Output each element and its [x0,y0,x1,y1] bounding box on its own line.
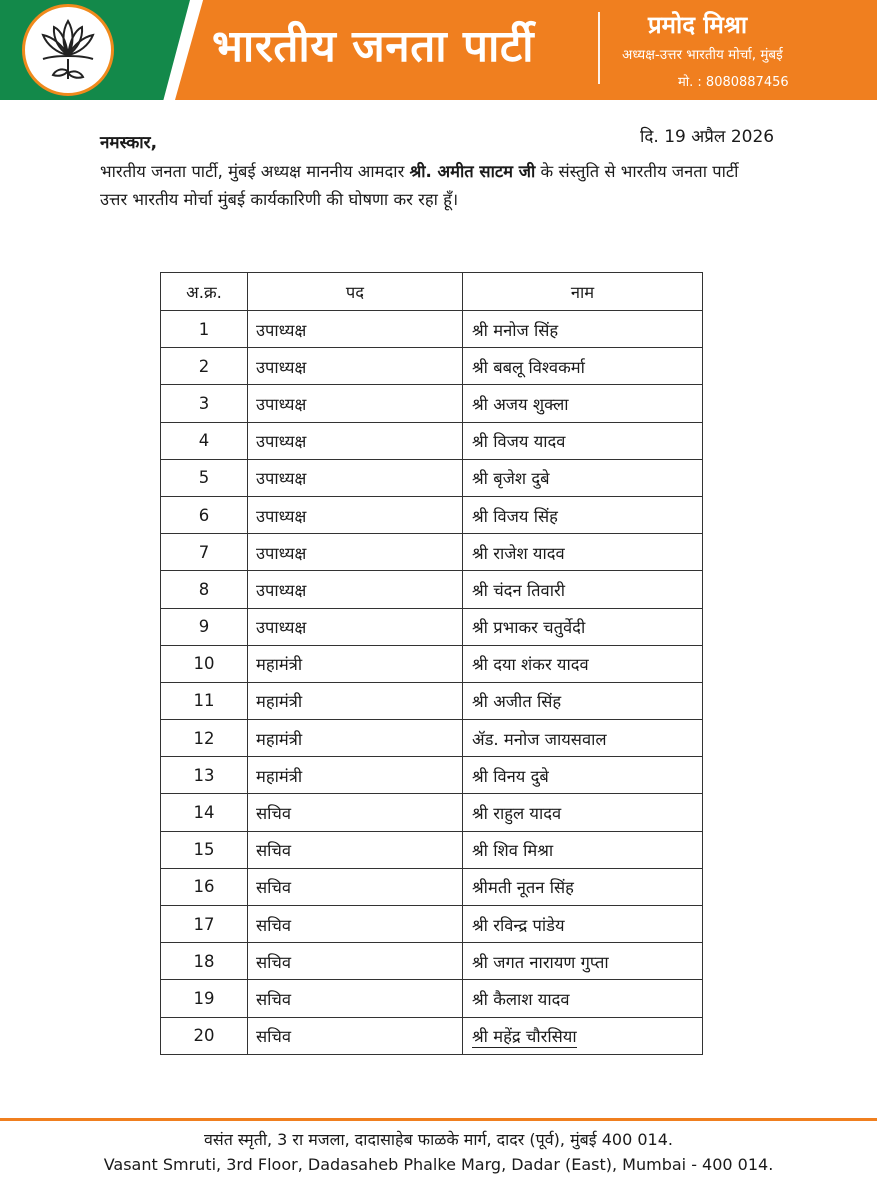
intro-text-2: के संस्तुति से भारतीय जनता पार्टी उत्तर भारतीय मोर्चा मुंबई कार्यकारिणी की घोषणा कर रहा हूँ। [100,162,739,209]
party-name: भारतीय जनता पार्टी [212,21,534,72]
cell-post: उपाध्यक्ष [248,348,463,385]
sender-name: प्रमोद मिश्रा [648,11,748,39]
footer-divider [0,1118,877,1121]
table-row [161,943,703,980]
cell-name: श्री विजय यादव [463,422,703,459]
cell-post: उपाध्यक्ष [248,496,463,533]
table-row [161,831,703,868]
sender-mobile: मो. : 8080887456 [678,75,789,90]
cell-serial: 17 [161,906,248,943]
cell-post: सचिव [248,868,463,905]
cell-serial: 3 [161,385,248,422]
cell-name: श्री जगत नारायण गुप्ता [463,943,703,980]
cell-name: श्री दया शंकर यादव [463,645,703,682]
table-row [161,422,703,459]
cell-post: महामंत्री [248,720,463,757]
cell-name: श्री बबलू विश्वकर्मा [463,348,703,385]
table-row [161,980,703,1017]
cell-name: श्री बृजेश दुबे [463,459,703,496]
cell-serial: 7 [161,534,248,571]
intro-text-1: भारतीय जनता पार्टी, मुंबई अध्यक्ष माननीय आमदार [100,162,410,181]
column-header-serial: अ.क्र. [161,273,248,311]
cell-serial: 12 [161,720,248,757]
cell-serial: 11 [161,682,248,719]
cell-name: श्री राजेश यादव [463,534,703,571]
cell-name: श्री विनय दुबे [463,757,703,794]
intro-bold-name: श्री. अमीत साटम जी [409,162,536,181]
executive-committee-table [160,272,703,1055]
cell-post: सचिव [248,1017,463,1054]
letter-date: दि. 19 अप्रैल 2026 [640,127,775,147]
table-row [161,608,703,645]
footer-address-hindi: वसंत स्मृती, 3 रा मजला, दादासाहेब फाळके मार्ग, दादर (पूर्व), मुंबई 400 014. [204,1130,673,1149]
cell-name: श्री राहुल यादव [463,794,703,831]
table-row [161,720,703,757]
cell-post: सचिव [248,906,463,943]
cell-serial: 16 [161,868,248,905]
cell-name [463,1017,703,1054]
cell-post: महामंत्री [248,682,463,719]
greeting: नमस्कार, [100,133,158,153]
cell-serial: 15 [161,831,248,868]
cell-serial: 8 [161,571,248,608]
cell-post: उपाध्यक्ष [248,385,463,422]
cell-post: सचिव [248,943,463,980]
table-row [161,459,703,496]
cell-post: सचिव [248,831,463,868]
cell-name: ॲड. मनोज जायसवाल [463,720,703,757]
cell-name: श्री प्रभाकर चतुर्वेदी [463,608,703,645]
intro-paragraph [100,158,760,214]
footer-address-english: Vasant Smruti, 3rd Floor, Dadasaheb Phalke Marg, Dadar (East), Mumbai - 400 014. [103,1155,774,1174]
table-row [161,571,703,608]
letterhead [0,0,877,100]
table-row [161,868,703,905]
cell-serial: 6 [161,496,248,533]
cell-serial: 4 [161,422,248,459]
cell-name: श्री चंदन तिवारी [463,571,703,608]
cell-serial: 19 [161,980,248,1017]
cell-serial: 14 [161,794,248,831]
cell-post: उपाध्यक्ष [248,534,463,571]
table-body [161,311,703,1055]
cell-name: श्रीमती नूतन सिंह [463,868,703,905]
column-header-post: पद [248,273,463,311]
table-row [161,311,703,348]
cell-name: श्री मनोज सिंह [463,311,703,348]
header-divider [598,12,600,84]
table-row [161,1017,703,1054]
table-row [161,682,703,719]
cell-post: महामंत्री [248,645,463,682]
cell-post: उपाध्यक्ष [248,608,463,645]
sender-designation: अध्यक्ष-उत्तर भारतीय मोर्चा, मुंबई [622,47,783,63]
cell-name: श्री अजय शुक्ला [463,385,703,422]
cell-serial: 10 [161,645,248,682]
table-header-row [161,273,703,311]
cell-serial: 18 [161,943,248,980]
cell-name-text: श्री महेंद्र चौरसिया [472,1027,577,1047]
table-row [161,534,703,571]
cell-serial: 9 [161,608,248,645]
cell-post: सचिव [248,980,463,1017]
cell-post: महामंत्री [248,757,463,794]
party-logo [22,4,114,96]
cell-name: श्री कैलाश यादव [463,980,703,1017]
column-header-name: नाम [463,273,703,311]
cell-serial: 2 [161,348,248,385]
cell-post: उपाध्यक्ष [248,422,463,459]
table-row [161,645,703,682]
table-row [161,348,703,385]
table-row [161,757,703,794]
table-row [161,906,703,943]
cell-post: उपाध्यक्ष [248,571,463,608]
cell-name: श्री विजय सिंह [463,496,703,533]
lotus-icon [35,15,101,87]
cell-post: उपाध्यक्ष [248,311,463,348]
table-row [161,794,703,831]
cell-serial: 20 [161,1017,248,1054]
cell-name: श्री रविन्द्र पांडेय [463,906,703,943]
table-row [161,385,703,422]
table-row [161,496,703,533]
cell-name: श्री अजीत सिंह [463,682,703,719]
cell-serial: 5 [161,459,248,496]
cell-post: सचिव [248,794,463,831]
cell-post: उपाध्यक्ष [248,459,463,496]
cell-name: श्री शिव मिश्रा [463,831,703,868]
cell-serial: 1 [161,311,248,348]
cell-serial: 13 [161,757,248,794]
